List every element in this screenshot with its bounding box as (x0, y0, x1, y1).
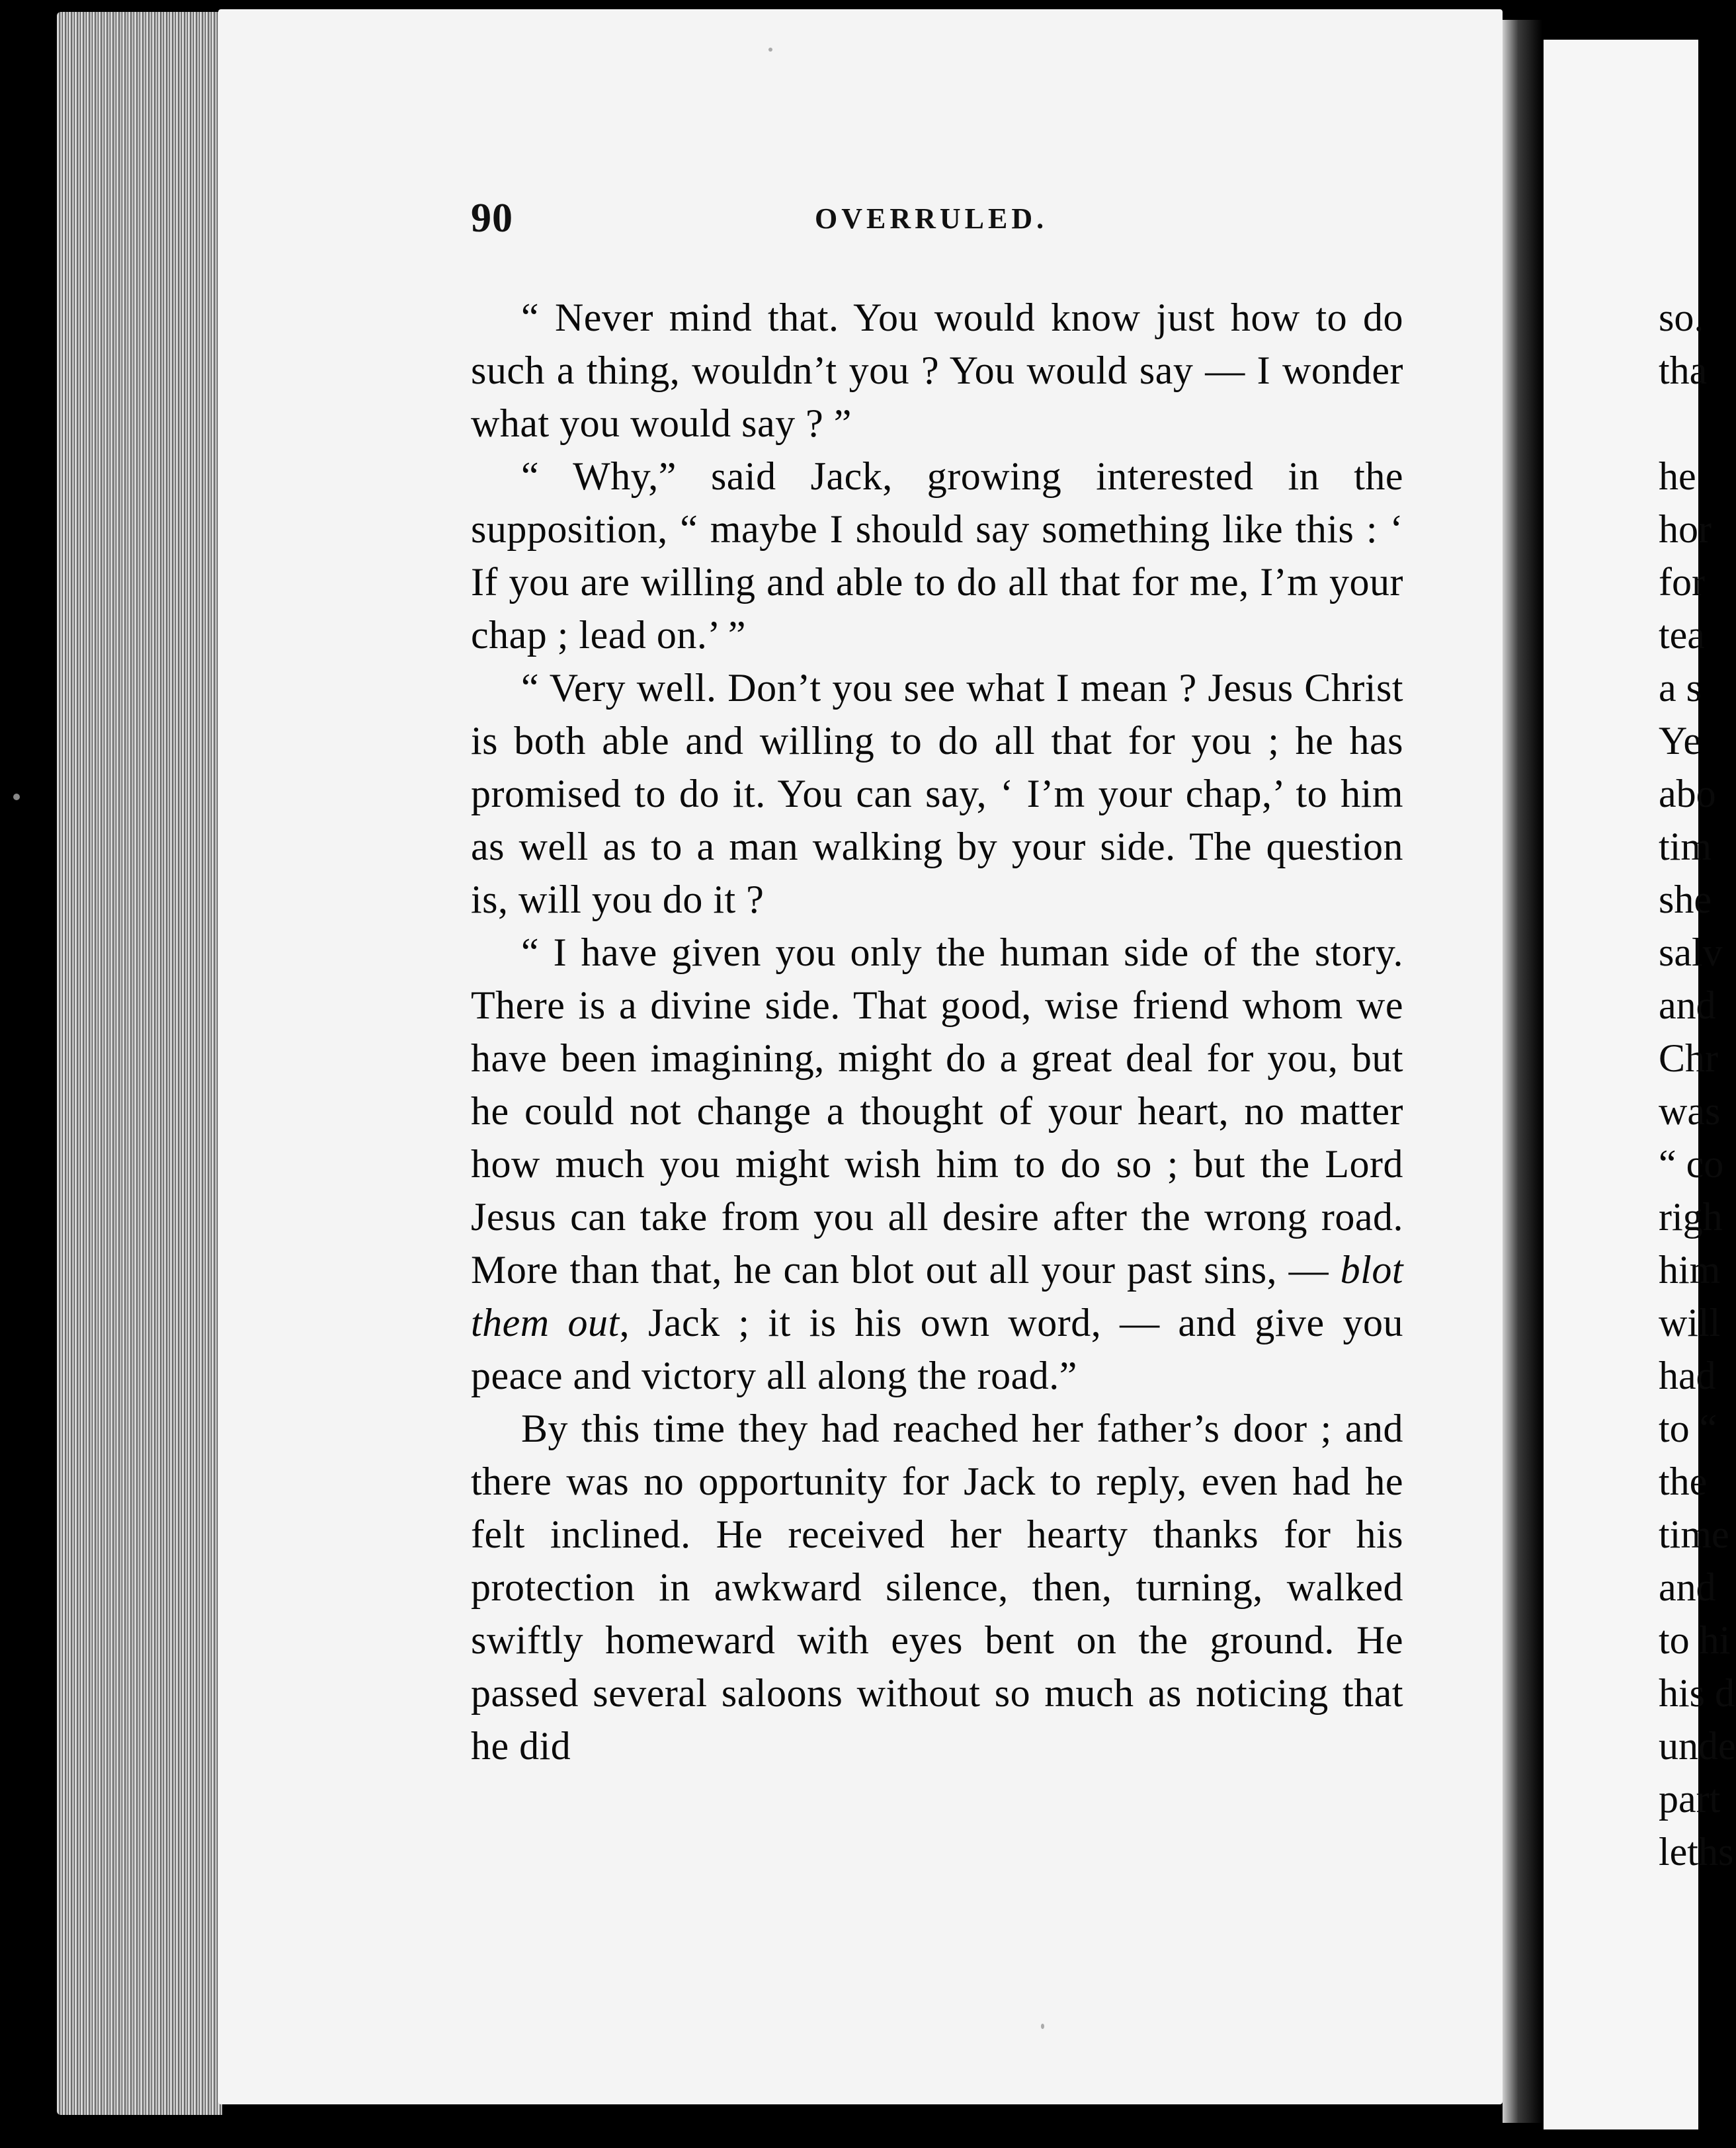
facing-page-line: tea (1659, 613, 1705, 657)
facing-page-line: a s (1659, 666, 1702, 710)
facing-page-line: righ (1659, 1195, 1723, 1239)
paragraph: “ Never mind that. You would know just how to do such a thing, wouldn’t you ? You would say — I wonder what you would say ? ” (471, 296, 1403, 445)
facing-page-line: will (1659, 1301, 1721, 1344)
paragraph-text: , Jack ; it is his own word, — and give you peace and victory all along the road.” (471, 1301, 1403, 1397)
body-text (471, 291, 1403, 1772)
paragraph (471, 926, 1403, 1402)
facing-page-line: was (1659, 1089, 1721, 1133)
facing-page-line: Chr (1659, 1036, 1718, 1080)
dust-speck (1041, 2024, 1044, 2029)
facing-page-line: had (1659, 1354, 1716, 1397)
facing-page-line: and (1659, 983, 1716, 1027)
facing-page-line: time (1659, 1512, 1729, 1556)
facing-page-line: leths (1659, 1830, 1734, 1874)
paragraph-text: “ I have given you only the human side of the story. There is a divine side. That good, wise friend whom we have been imagining, might do a great deal for you, but he could not change a thought of your heart, no matter how much you might wish him to do so ; but the Lord Jesus can take from you all desire after the wrong road. More than that, he can blot out all your past sins, — (471, 930, 1403, 1292)
facing-page-line: part (1659, 1777, 1721, 1821)
dust-speck (13, 794, 20, 800)
facing-page-line: hor (1659, 507, 1712, 551)
facing-page-line: so. (1659, 296, 1704, 339)
facing-page-line: she (1659, 878, 1712, 921)
facing-page-line: unde (1659, 1724, 1736, 1768)
paragraph: “ Why,” said Jack, growing interested in the supposition, “ maybe I should say something like this : ‘ If you are willing and able to do all that for me, I’m your chap ; lead on.’ ” (471, 454, 1403, 657)
dust-speck (768, 48, 772, 52)
running-title: OVERRULED. (815, 202, 1048, 235)
facing-page-line: for (1659, 560, 1705, 604)
facing-page-line: to hi (1659, 1618, 1731, 1662)
facing-page-line: “ co (1659, 1142, 1724, 1186)
facing-page-line (1659, 397, 1698, 450)
italic-phrase: blot them out (471, 1248, 1403, 1344)
facing-page-line: tim (1659, 825, 1712, 868)
facing-page-line: the (1659, 1460, 1708, 1503)
paragraph: By this time they had reached her father’s door ; and there was no opportunity for Jack to reply, even had he felt inclined. He received her hearty thanks for his protection in awkward silence, then, turning, walked swiftly homeward with eyes bent on the ground. He passed several saloons without so much as noticing that he did (471, 1407, 1403, 1768)
facing-page-line: to “ (1659, 1407, 1717, 1450)
page-number: 90 (471, 196, 513, 241)
page-edges (57, 12, 222, 2115)
facing-page-line: Ye (1659, 719, 1701, 763)
book-gutter (1503, 20, 1542, 2123)
facing-page-text (1659, 291, 1736, 1878)
facing-page-line: and (1659, 1565, 1716, 1609)
facing-page-line: him (1659, 1248, 1721, 1292)
facing-page-line: he (1659, 454, 1696, 498)
facing-page-line: his d (1659, 1671, 1735, 1715)
facing-page-line: salv (1659, 930, 1723, 974)
facing-page-line: abo (1659, 772, 1716, 815)
running-head (471, 195, 1403, 255)
facing-page-line: tha (1659, 349, 1708, 392)
paragraph: “ Very well. Don’t you see what I mean ? Jesus Christ is both able and willing to do all that for you ; he has promised to do it. You can say, ‘ I’m your chap,’ to him as well as to a man walking by your side. The question is, will you do it ? (471, 666, 1403, 921)
